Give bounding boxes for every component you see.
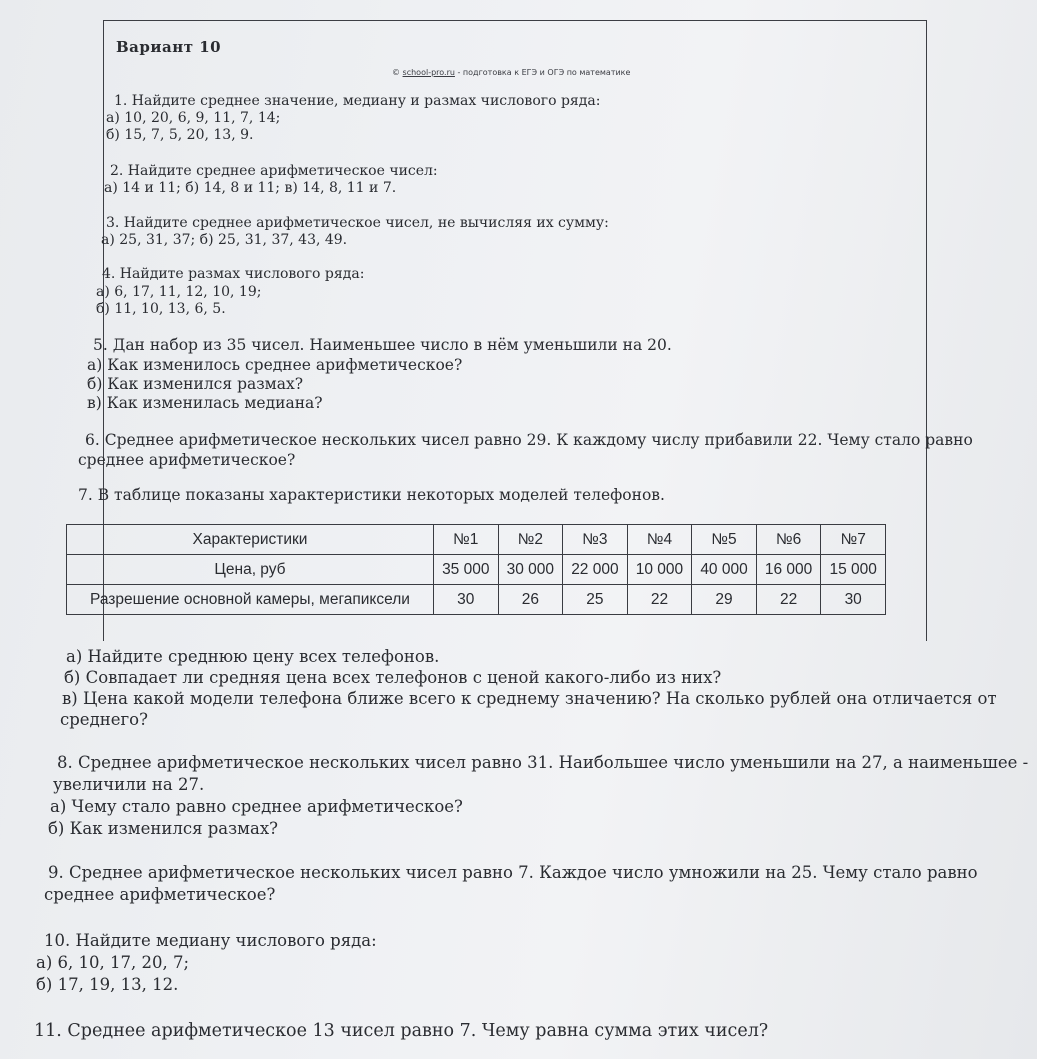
table-cell: 22 xyxy=(627,585,692,615)
task-9-question-cont: среднее арифметическое? xyxy=(44,885,276,904)
task-8-part-b: б) Как изменился размах? xyxy=(48,819,278,838)
task-1-question: 1. Найдите среднее значение, медиану и размах числового ряда: xyxy=(114,93,601,109)
site-link[interactable]: school-pro.ru xyxy=(402,68,455,77)
task-1-part-b: б) 15, 7, 5, 20, 13, 9. xyxy=(106,127,254,143)
site-banner: © school-pro.ru - подготовка к ЕГЭ и ОГЭ по математике xyxy=(392,68,631,77)
table-header-cell: №7 xyxy=(821,525,886,555)
table-cell: 25 xyxy=(563,585,628,615)
table-cell: Цена, руб xyxy=(67,555,434,585)
task-7-part-b: б) Совпадает ли средняя цена всех телефонов с ценой какого-либо из них? xyxy=(64,668,722,687)
table-cell: 35 000 xyxy=(434,555,499,585)
table-cell: 26 xyxy=(498,585,563,615)
task-1-part-a: а) 10, 20, 6, 9, 11, 7, 14; xyxy=(106,110,281,126)
task-5-part-c: в) Как изменилась медиана? xyxy=(87,394,323,412)
table-row-camera xyxy=(67,585,886,615)
task-5-part-b: б) Как изменился размах? xyxy=(87,375,304,393)
task-11-question: 11. Среднее арифметическое 13 чисел равно 7. Чему равна сумма этих чисел? xyxy=(34,1021,769,1041)
table-cell: Разрешение основной камеры, мегапиксели xyxy=(67,585,434,615)
table-cell: 30 xyxy=(821,585,886,615)
table-cell: 10 000 xyxy=(627,555,692,585)
table-cell: 30 xyxy=(434,585,499,615)
task-3-part-a: а) 25, 31, 37; б) 25, 31, 37, 43, 49. xyxy=(101,232,348,248)
task-5-question: 5. Дан набор из 35 чисел. Наименьшее число в нём уменьшили на 20. xyxy=(93,336,672,354)
table-cell: 15 000 xyxy=(821,555,886,585)
task-10-question: 10. Найдите медиану числового ряда: xyxy=(44,931,377,950)
task-10-part-a: а) 6, 10, 17, 20, 7; xyxy=(36,953,190,972)
table-cell: 30 000 xyxy=(498,555,563,585)
task-6-question-cont: среднее арифметическое? xyxy=(78,451,296,469)
task-8-question: 8. Среднее арифметическое нескольких чисел равно 31. Наибольшее число уменьшили на 27, а наименьшее - xyxy=(57,753,1029,772)
table-cell: 29 xyxy=(692,585,757,615)
table-header-cell: №4 xyxy=(627,525,692,555)
table-header-cell: №3 xyxy=(563,525,628,555)
table-cell: 16 000 xyxy=(756,555,821,585)
task-4-part-b: б) 11, 10, 13, 6, 5. xyxy=(96,301,226,317)
table-header-cell: №5 xyxy=(692,525,757,555)
table-cell: 40 000 xyxy=(692,555,757,585)
variant-title: Вариант 10 xyxy=(116,38,222,56)
table-row-price xyxy=(67,555,886,585)
task-8-part-a: а) Чему стало равно среднее арифметическое? xyxy=(50,797,463,816)
task-8-question-cont: увеличили на 27. xyxy=(53,775,205,794)
task-3-question: 3. Найдите среднее арифметическое чисел, не вычисляя их сумму: xyxy=(106,215,609,231)
task-10-part-b: б) 17, 19, 13, 12. xyxy=(36,975,179,994)
table-header-cell: №6 xyxy=(756,525,821,555)
table-cell: 22 xyxy=(756,585,821,615)
table-header-cell: №2 xyxy=(498,525,563,555)
task-2-part-a: а) 14 и 11; б) 14, 8 и 11; в) 14, 8, 11 и 7. xyxy=(104,180,397,196)
site-tagline: - подготовка к ЕГЭ и ОГЭ по математике xyxy=(454,68,631,77)
task-2-question: 2. Найдите среднее арифметическое чисел: xyxy=(110,163,438,179)
task-6-question: 6. Среднее арифметическое нескольких чисел равно 29. К каждому числу прибавили 22. Чему стало равно xyxy=(85,431,973,449)
table-header-row xyxy=(67,525,886,555)
table-cell: 22 000 xyxy=(563,555,628,585)
phone-table xyxy=(66,524,886,615)
table-header-cell: №1 xyxy=(434,525,499,555)
task-4-question: 4. Найдите размах числового ряда: xyxy=(102,266,365,282)
task-7-part-c-cont: среднего? xyxy=(60,710,148,729)
task-5-part-a: а) Как изменилось среднее арифметическое? xyxy=(87,356,463,374)
task-9-question: 9. Среднее арифметическое нескольких чисел равно 7. Каждое число умножили на 25. Чему стало равно xyxy=(48,863,978,882)
task-7-part-c: в) Цена какой модели телефона ближе всего к среднему значению? На сколько рублей она отличается от xyxy=(62,689,997,708)
task-7-question: 7. В таблице показаны характеристики некоторых моделей телефонов. xyxy=(78,486,665,504)
task-7-part-a: а) Найдите среднюю цену всех телефонов. xyxy=(66,647,440,666)
table-header-cell: Характеристики xyxy=(67,525,434,555)
task-4-part-a: а) 6, 17, 11, 12, 10, 19; xyxy=(96,284,262,300)
